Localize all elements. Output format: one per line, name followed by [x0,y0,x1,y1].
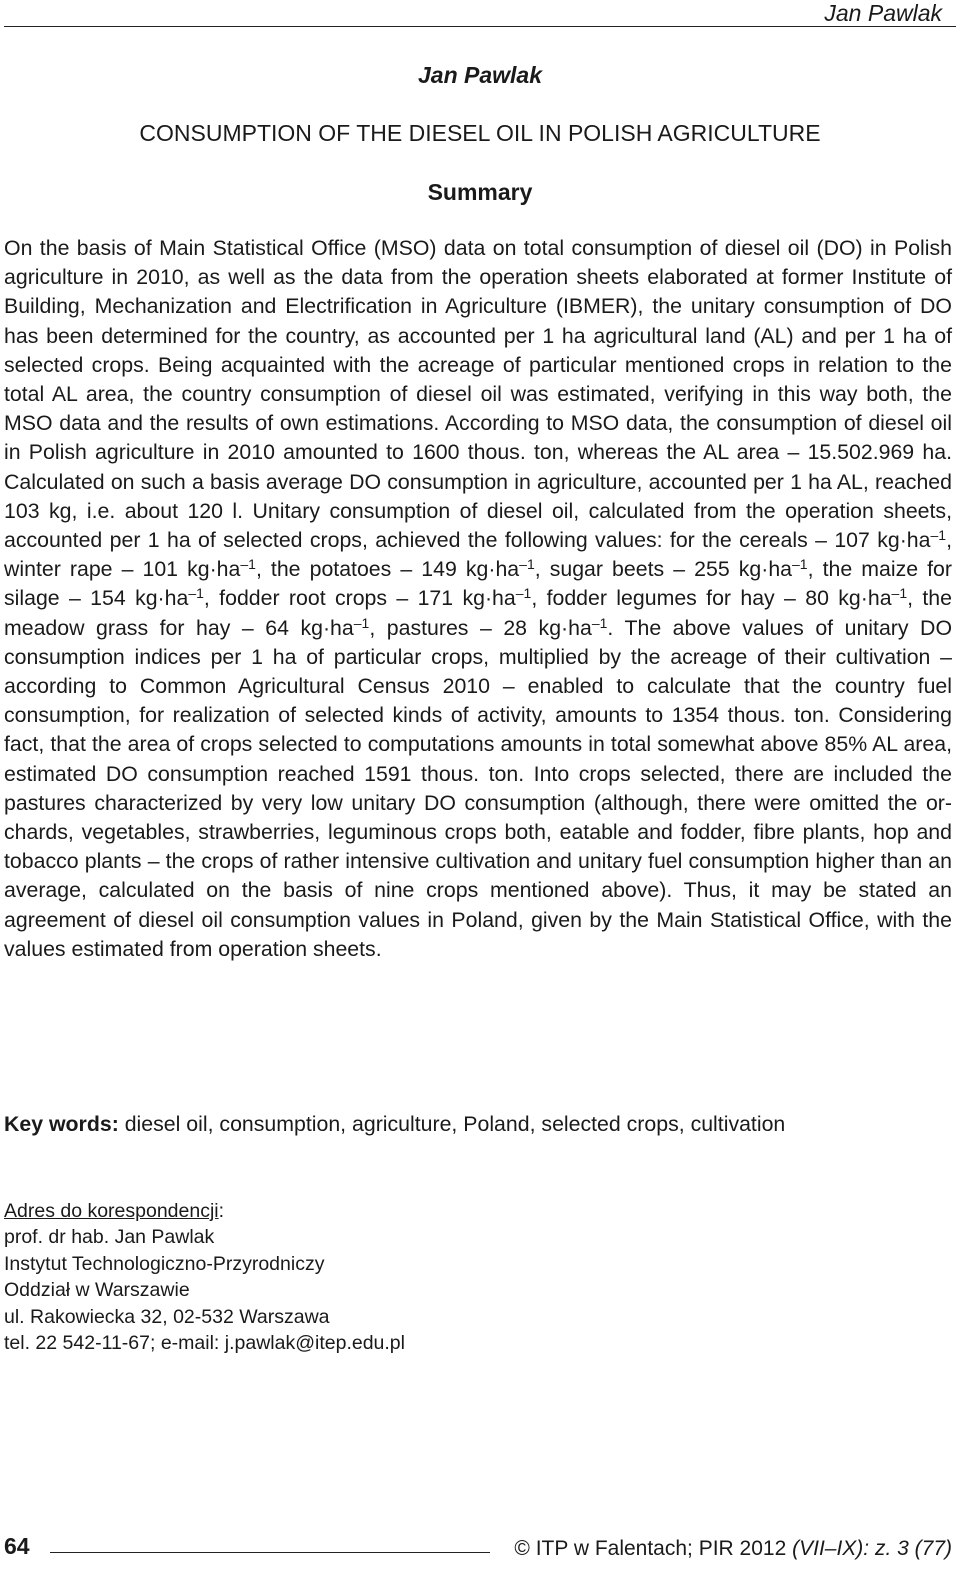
summary-text-7: , fodder legumes for hay – 80 kg·ha [531,586,892,611]
address-institute: Instytut Technologiczno-Przyrodniczy [4,1252,325,1275]
summary-body [4,234,952,964]
summary-text-9: , pastures – 28 kg·ha [369,615,592,640]
summary-text-2: , winter rape – 101 kg·ha [4,528,952,582]
exponent: –1 [792,556,808,573]
address-label: Adres do korespondencji [4,1200,219,1222]
exponent: –1 [353,614,370,631]
keywords [4,1110,952,1139]
running-header-author: Jan Pawlak [824,0,942,26]
address-street: ul. Rakowiecka 32, 02-532 Warszawa [4,1305,330,1328]
exponent: –1 [515,585,532,602]
address-contact: tel. 22 542-11-67; e-mail: j.pawlak@itep.edu.pl [4,1332,405,1355]
article-title: CONSUMPTION OF THE DIESEL OIL IN POLISH AGRICULTURE [139,120,821,146]
summary-text-3: , the potatoes – 149 kg·ha [255,557,520,582]
exponent: –1 [930,527,947,544]
copyright-icon: © [514,1537,530,1560]
article-author: Jan Pawlak [417,62,543,88]
journal-name: ITP w Falentach; PIR 2012 [529,1537,793,1560]
summary-text-10: . The above values of unitary DO consumption indices per 1 ha of particular crops, multiplied by the acreage of their cultivation – according to Common Agricultural Census 2010 – enabled to calculate that the country fuel consumption, for realization of selected kinds of activity, amounts to 1354 thous. ton. Considering fact, that the area of crops selected to computations amounts in total somewhat above 85% AL area, estimated DO consumption reached 1591 thous. ton. Into crops selected, there are included the pastures characterized by very low unitary DO consumption (although, there were omitted the orchards, vegetables, strawberries, leguminous crops both, eatable and fodder, fibre plants, hop and tobacco plants – the crops of rather intensive cultivation and unitary fuel consumption higher than an average, calculated on the basis of nine crops mentioned above). Thus, it may be stated an agreement of diesel oil consumption values in Poland, given by the Main Statistical Office, with the values estimated from operation sheets. [4,615,953,961]
address-heading [4,1198,405,1224]
correspondence-address [4,1198,405,1356]
summary-heading: Summary [427,179,533,205]
summary-text-6: , fodder root crops – 171 kg·ha [203,586,516,611]
exponent: –1 [591,614,608,631]
summary-text-8: , the meadow grass for hay – 64 kg·ha [4,586,952,640]
exponent: –1 [891,585,908,602]
footer-rule [50,1552,490,1553]
page-number: 64 [4,1533,30,1559]
journal-issue: (VII–IX): z. 3 (77) [792,1537,952,1560]
header-rule [4,26,956,27]
summary-text-1: On the basis of Main Statistical Office (MSO) data on total consumption of diesel oil (DO) in Polish agriculture in 2010, as well as the data from the operation sheets elaborated at former Institute of Building, Mechanization and Electrification in Agriculture (IBMER), the unitary consumption of DO has been determined for the country, as accounted per 1 ha agricultural land (AL) and per 1 ha of selected crops. Being acquainted with the acreage of particular mentioned crops in relation to the total AL area, the country consumption of diesel oil was estimated, verifying in this way both, the MSO data and the results of own estimations. According to MSO data, the consumption of diesel oil in Polish agriculture in 2010 amounted to 1600 thous. ton, whereas the AL area – 15.502.969 ha. Calculated on such a basis average DO consumption in agriculture, accounted per 1 ha AL, reached 103 kg, i.e. about 120 l. Unitary consumption of diesel oil, calculated from the operation sheets, accounted per 1 ha of selected crops, achieved the following values: for the cereals – 107 kg·ha [4,236,952,553]
summary-text-5: , the maize for silage – 154 kg·ha [4,557,952,611]
journal-footer [514,1537,952,1561]
exponent: –1 [188,585,204,602]
summary-text-4: , sugar beets – 255 kg·ha [534,557,793,582]
keywords-text: diesel oil, consumption, agriculture, Poland, selected crops, cultivation [118,1112,786,1136]
exponent: –1 [240,556,256,573]
address-name: prof. dr hab. Jan Pawlak [4,1226,215,1249]
keywords-label: Key words: [4,1112,119,1136]
exponent: –1 [519,556,535,573]
address-branch: Oddział w Warszawie [4,1279,190,1302]
address-label-colon: : [218,1200,225,1222]
